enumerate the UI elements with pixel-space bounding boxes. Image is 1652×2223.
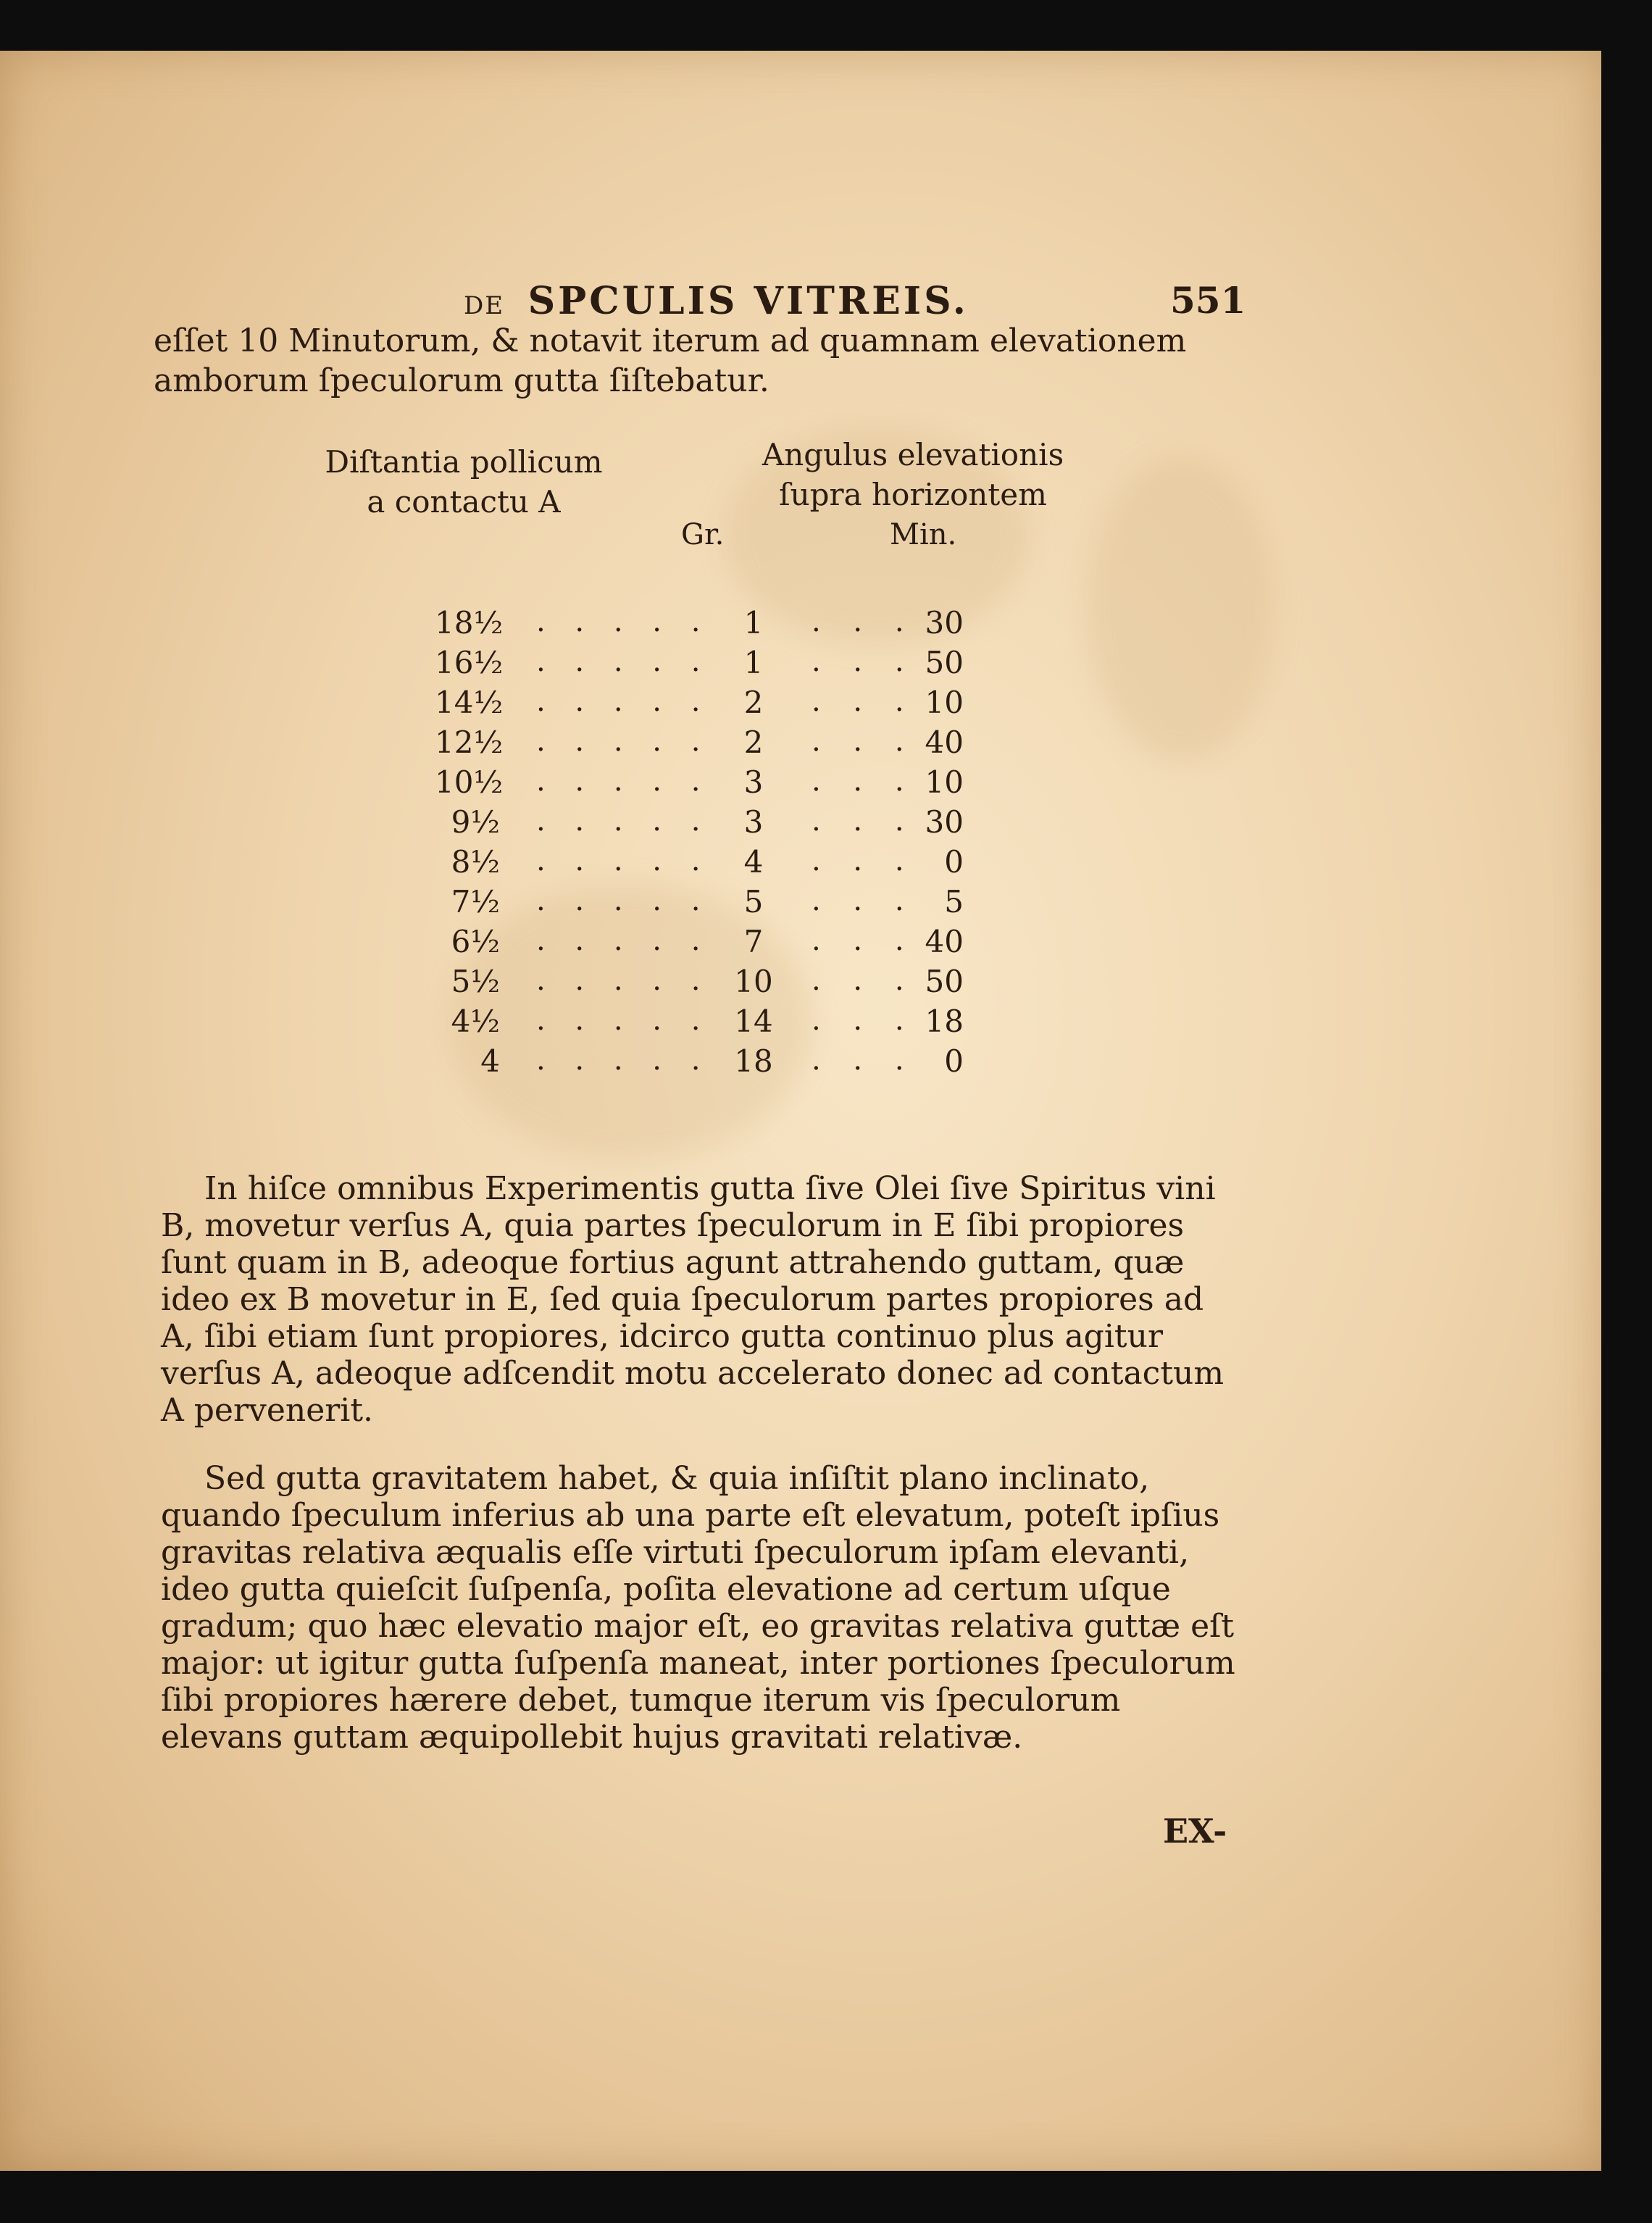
degrees-cell: 1 bbox=[743, 605, 764, 641]
page-number: 551 bbox=[1170, 279, 1246, 322]
distance-cell: 7½ bbox=[451, 884, 500, 919]
leader-dots: . . . . . bbox=[536, 804, 711, 838]
angle-header-line2: ſupra horizontem bbox=[779, 477, 1047, 512]
leader-dots: . . . . . bbox=[536, 685, 711, 718]
leader-dots: . . . bbox=[812, 844, 916, 877]
table-row bbox=[435, 764, 985, 805]
leader-dots: . . . . . bbox=[536, 1004, 711, 1037]
running-head-title: SPCULIS VITREIS. bbox=[527, 279, 969, 323]
leader-dots: . . . . . bbox=[536, 645, 711, 678]
minutes-cell: 0 bbox=[944, 844, 964, 880]
distance-header-line1: Diſtantia pollicum bbox=[325, 444, 603, 480]
distance-cell: 16½ bbox=[435, 645, 504, 680]
minutes-cell: 18 bbox=[925, 1004, 964, 1039]
distance-cell: 4½ bbox=[451, 1004, 500, 1039]
running-head-prefix: DE bbox=[464, 291, 505, 320]
leader-dots: . . . bbox=[812, 605, 916, 638]
degrees-unit-header: Gr. bbox=[681, 518, 725, 551]
leader-dots: . . . . . bbox=[536, 605, 711, 638]
degrees-cell: 3 bbox=[743, 764, 764, 800]
distance-cell: 12½ bbox=[435, 725, 504, 760]
table-row bbox=[435, 884, 985, 925]
degrees-cell: 3 bbox=[743, 804, 764, 840]
angle-header-line1: Angulus elevationis bbox=[762, 437, 1064, 472]
table-row bbox=[435, 685, 985, 725]
leader-dots: . . . bbox=[812, 645, 916, 678]
minutes-cell: 40 bbox=[925, 924, 964, 959]
leader-dots: . . . bbox=[812, 685, 916, 718]
leader-dots: . . . bbox=[812, 1043, 916, 1077]
leader-dots: . . . . . bbox=[536, 764, 711, 798]
distance-cell: 9½ bbox=[451, 804, 500, 840]
minutes-cell: 30 bbox=[925, 605, 964, 641]
table-row bbox=[435, 605, 985, 646]
body-paragraph: Sed gutta gravitatem habet, & quia inſiſtit plano inclinato, quando ſpeculum inferius ab una parte eſt elevatum, poteſt ipſius gravitas relativa æqualis eſſe virtuti ſpeculorum ipſam elevanti, ideo gutta quieſcit ſuſpenſa, poſita elevatione ad certum uſque gradum; quo hæc elevatio major eſt, eo gravitas relativa guttæ eſt major: ut igitur gutta ſuſpenſa maneat, inter portiones ſpeculorum ſibi propiores hærere debet, tumque iterum vis ſpeculorum elevans guttam æquipollebit hujus gravitati relativæ. bbox=[161, 1460, 1235, 1756]
leader-dots: . . . bbox=[812, 764, 916, 798]
leader-dots: . . . . . bbox=[536, 964, 711, 997]
minutes-cell: 5 bbox=[944, 884, 964, 919]
book-page bbox=[0, 51, 1601, 2171]
leader-dots: . . . bbox=[812, 964, 916, 997]
running-head bbox=[464, 279, 969, 323]
degrees-cell: 4 bbox=[743, 844, 764, 880]
distance-cell: 14½ bbox=[435, 685, 504, 720]
leader-dots: . . . bbox=[812, 1004, 916, 1037]
degrees-cell: 2 bbox=[743, 685, 764, 720]
table-row bbox=[435, 844, 985, 885]
minutes-unit-header: Min. bbox=[890, 518, 957, 551]
distance-header-line2: a contactu A bbox=[367, 484, 561, 520]
distance-cell: 18½ bbox=[435, 605, 504, 641]
catchword: EX- bbox=[1163, 1811, 1227, 1851]
table-row bbox=[435, 725, 985, 765]
table-row bbox=[435, 1043, 985, 1084]
distance-cell: 10½ bbox=[435, 764, 504, 800]
degrees-cell: 10 bbox=[734, 964, 773, 999]
distance-column-header bbox=[319, 442, 609, 522]
distance-cell: 4 bbox=[480, 1043, 500, 1079]
degrees-cell: 18 bbox=[734, 1043, 773, 1079]
leader-dots: . . . . . bbox=[536, 924, 711, 957]
minutes-cell: 30 bbox=[925, 804, 964, 840]
distance-cell: 6½ bbox=[451, 924, 500, 959]
paper-stain bbox=[1087, 456, 1275, 761]
minutes-cell: 10 bbox=[925, 764, 964, 800]
distance-cell: 8½ bbox=[451, 844, 500, 880]
degrees-cell: 2 bbox=[743, 725, 764, 760]
degrees-cell: 1 bbox=[743, 645, 764, 680]
minutes-cell: 40 bbox=[925, 725, 964, 760]
intro-line: amborum ſpeculorum gutta ſiſtebatur. bbox=[154, 362, 769, 399]
leader-dots: . . . . . bbox=[536, 844, 711, 877]
table-row bbox=[435, 964, 985, 1004]
table-row bbox=[435, 1004, 985, 1044]
minutes-cell: 50 bbox=[925, 645, 964, 680]
leader-dots: . . . . . bbox=[536, 725, 711, 758]
leader-dots: . . . bbox=[812, 884, 916, 917]
body-paragraph: In hiſce omnibus Experimentis gutta ſive Olei ſive Spiritus vini B, movetur verſus A, quia partes ſpeculorum in E ſibi propiores ſunt quam in B, adeoque fortius agunt attrahendo guttam, quæ ideo ex B movetur in E, ſed quia ſpeculorum partes propiores ad A, ſibi etiam ſunt propiores, idcirco gutta continuo plus agitur verſus A, adeoque adſcendit motu accelerato donec ad contactum A pervenerit. bbox=[161, 1170, 1225, 1429]
leader-dots: . . . . . bbox=[536, 1043, 711, 1077]
degrees-cell: 7 bbox=[743, 924, 764, 959]
minutes-cell: 50 bbox=[925, 964, 964, 999]
minutes-cell: 0 bbox=[944, 1043, 964, 1079]
table-row bbox=[435, 804, 985, 845]
angle-column-header bbox=[732, 435, 1094, 514]
leader-dots: . . . bbox=[812, 804, 916, 838]
leader-dots: . . . . . bbox=[536, 884, 711, 917]
table-row bbox=[435, 645, 985, 685]
leader-dots: . . . bbox=[812, 725, 916, 758]
degrees-cell: 14 bbox=[734, 1004, 773, 1039]
leader-dots: . . . bbox=[812, 924, 916, 957]
minutes-cell: 10 bbox=[925, 685, 964, 720]
table-row bbox=[435, 924, 985, 964]
degrees-cell: 5 bbox=[743, 884, 764, 919]
distance-cell: 5½ bbox=[451, 964, 500, 999]
intro-line: eſſet 10 Minutorum, & notavit iterum ad quamnam elevationem bbox=[154, 322, 1187, 359]
